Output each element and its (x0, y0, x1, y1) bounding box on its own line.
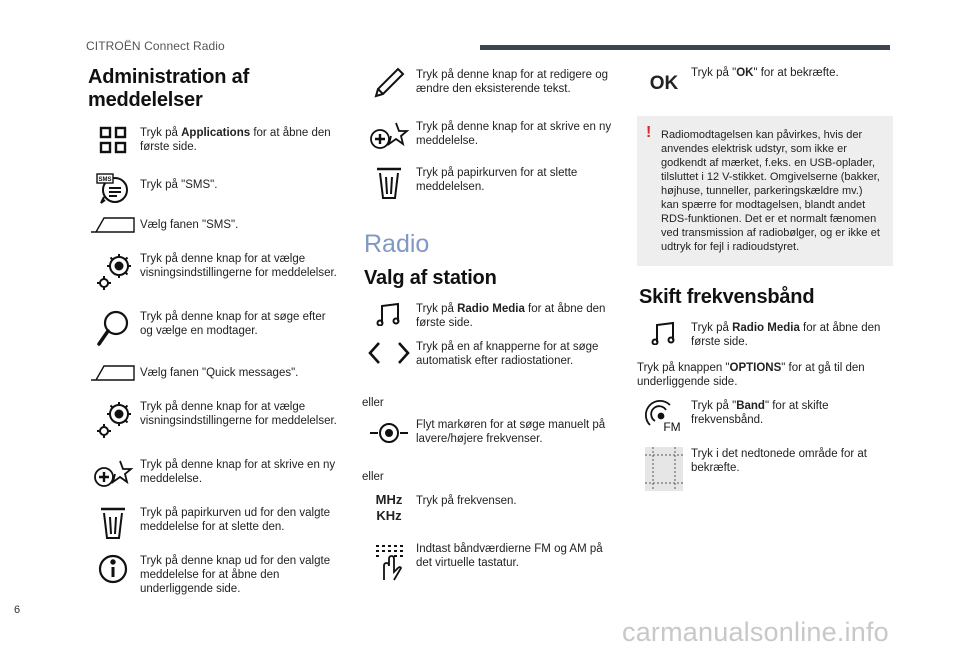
item-text: Tryk på Radio Media for at åbne den første side. (416, 303, 606, 329)
list-item (362, 492, 614, 542)
list-item (86, 400, 340, 458)
frequency-unit-icon[interactable] (362, 492, 416, 524)
list-item (362, 418, 614, 470)
settings-gears-icon[interactable] (86, 400, 140, 440)
item-text: Tryk på frekvensen. (416, 495, 517, 507)
list-item (86, 310, 340, 364)
add-favorite-icon[interactable] (362, 120, 416, 152)
warning-icon: ! (646, 124, 652, 141)
list-item (362, 66, 614, 120)
item-text: Vælg fanen "SMS". (140, 219, 239, 231)
list-item (362, 166, 614, 226)
column-messages (86, 66, 340, 610)
warning-text: Radiomodtagelsen kan påvirkes, hvis der anvendes elektrisk udstyr, som ikke er godkendt af mærket, f.eks. en USB-oplader, tilsluttet i 12 V-stikket. Omgivelserne (bakker, højhuse, tunneller, parkeringskældre mv.) kan spærre for modtagelsen, blandt andet RDS-funktionen. Det er et normalt fænomen ved transmission af radiobølger, og er ikke et udtryk for fejl i radioudstyret. (661, 129, 880, 253)
tab-icon[interactable] (86, 364, 140, 382)
section-title-radio: Radio (364, 230, 430, 258)
info-icon[interactable] (86, 554, 140, 584)
item-text: Tryk på denne knap for at skrive en ny meddelelse. (416, 121, 612, 147)
options-text: Tryk på knappen "OPTIONS" for at gå til den underliggende side. (637, 362, 865, 388)
section-title-band: Skift frekvensbånd (639, 286, 815, 308)
keypad-touch-icon[interactable] (362, 542, 416, 582)
trash-icon[interactable] (86, 506, 140, 540)
item-text: Tryk på "SMS". (140, 179, 218, 191)
ok-icon[interactable] (637, 73, 691, 95)
section-title-station: Valg af station (364, 267, 497, 289)
item-text: Indtast båndværdierne FM og AM på det virtuelle tastatur. (416, 543, 603, 569)
list-item (86, 554, 340, 610)
list-item (637, 447, 895, 497)
watermark: carmanualsonline.info (622, 617, 889, 647)
item-text: Tryk på denne knap for at redigere og ændre den eksisterende tekst. (416, 69, 608, 95)
music-note-icon[interactable] (637, 321, 691, 345)
warning-box (637, 116, 893, 266)
list-item (637, 399, 895, 447)
list-item (362, 340, 614, 396)
page-number: 6 (14, 604, 21, 616)
item-text: Tryk på "OK" for at bekræfte. (691, 67, 839, 79)
list-item (86, 126, 340, 172)
list-item (86, 458, 340, 506)
settings-gears-icon[interactable] (86, 252, 140, 292)
column-band (637, 66, 895, 497)
list-item (86, 506, 340, 554)
item-text: Tryk på papirkurven ud for den valgte meddelelse for at slette den. (140, 507, 331, 533)
item-text: Tryk på denne knap ud for den valgte meddelelse for at åbne den underliggende side. (140, 555, 331, 595)
list-item (86, 216, 340, 252)
item-text: Tryk på Radio Media for at åbne den første side. (691, 322, 881, 348)
apps-grid-icon[interactable] (86, 126, 140, 154)
list-item (86, 364, 340, 400)
shaded-area-icon[interactable] (637, 447, 691, 491)
tab-icon[interactable] (86, 216, 140, 234)
header-brand: CITROËN Connect Radio (86, 39, 225, 53)
list-item (86, 172, 340, 216)
or-label: eller (362, 471, 384, 483)
item-text: Tryk i det nedtonede område for at bekræfte. (691, 448, 868, 474)
header-divider (480, 45, 890, 50)
list-item (637, 321, 895, 361)
item-text: Flyt markøren for at søge manuelt på lavere/højere frekvenser. (416, 419, 606, 445)
search-icon[interactable] (86, 310, 140, 348)
tuner-cursor-icon[interactable] (362, 418, 416, 448)
svg-text:SMS: SMS (98, 177, 112, 183)
list-item (362, 120, 614, 166)
item-text: Tryk på denne knap for at vælge visningsindstillingerne for meddelelser. (140, 253, 337, 279)
item-text: Tryk på en af knapperne for at søge automatisk efter radiostationer. (416, 341, 599, 367)
pencil-icon[interactable] (362, 66, 416, 100)
list-item (362, 302, 614, 340)
column-radio (362, 66, 614, 592)
seek-arrows-icon[interactable] (362, 340, 416, 366)
item-text: Tryk på papirkurven for at slette meddelelsen. (416, 167, 578, 193)
mhz-label: MHz (375, 492, 403, 507)
ok-label: OK (649, 73, 679, 94)
music-note-icon[interactable] (362, 302, 416, 326)
or-label: eller (362, 397, 384, 409)
add-favorite-icon[interactable] (86, 458, 140, 490)
list-item (86, 252, 340, 310)
svg-text:FM: FM (663, 420, 681, 433)
sms-icon[interactable] (86, 172, 140, 204)
item-text: Tryk på denne knap for at søge efter og vælge en modtager. (140, 311, 326, 337)
list-item (362, 542, 614, 592)
trash-icon[interactable] (362, 166, 416, 200)
item-text: Vælg fanen "Quick messages". (140, 367, 299, 379)
item-text: Tryk på "Band" for at skifte frekvensbånd. (691, 400, 829, 426)
khz-label: KHz (376, 508, 402, 523)
list-item (637, 66, 895, 116)
item-text: Tryk på denne knap for at vælge visningsindstillingerne for meddelelser. (140, 401, 337, 427)
section-title-messages: Administration af meddelelser (88, 66, 250, 111)
fm-band-icon[interactable] (637, 399, 691, 433)
item-text: Tryk på denne knap for at skrive en ny meddelelse. (140, 459, 336, 485)
item-text: Tryk på Applications for at åbne den første side. (140, 127, 331, 153)
